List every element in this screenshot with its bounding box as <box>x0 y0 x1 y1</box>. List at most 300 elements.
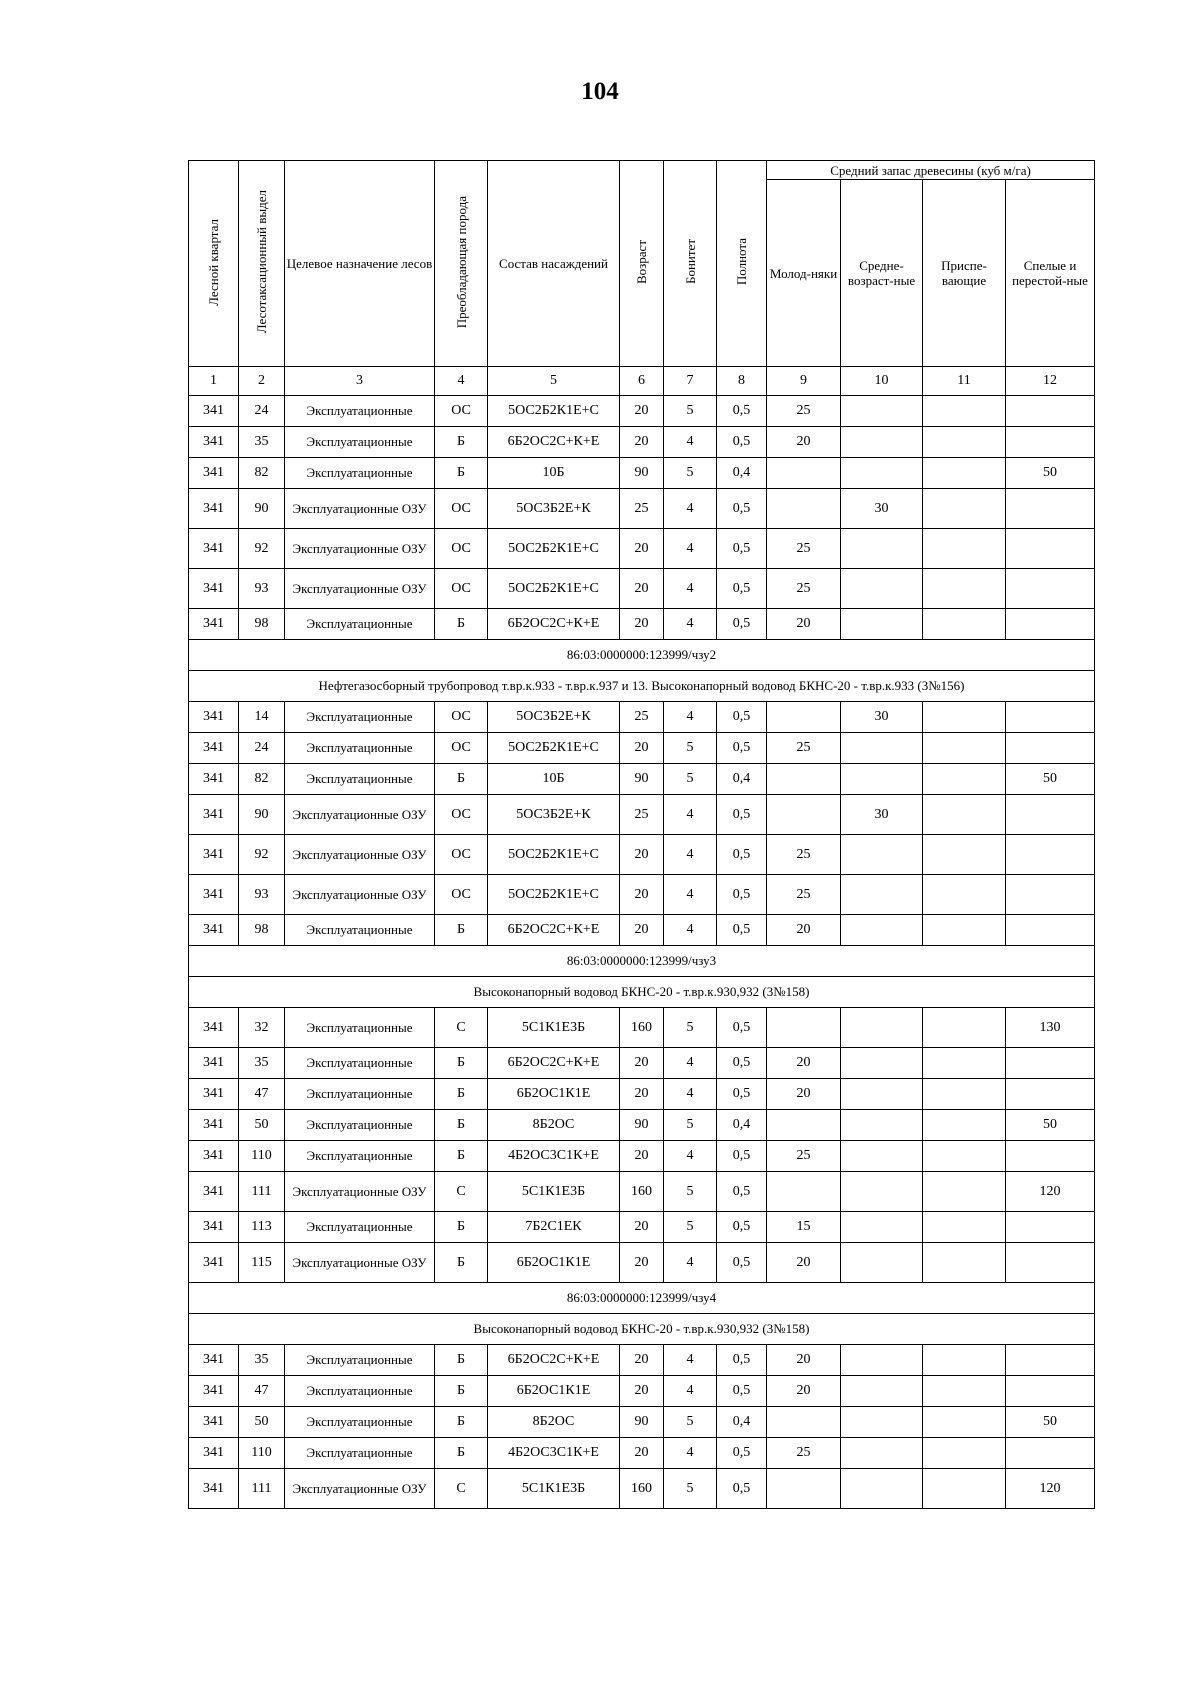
table-cell: 341 <box>189 489 239 529</box>
table-cell: 5ОС3Б2Е+К <box>488 489 620 529</box>
table-cell <box>767 1008 841 1048</box>
table-cell: 341 <box>189 569 239 609</box>
table-cell: 4 <box>664 1345 717 1376</box>
table-cell: 4 <box>664 795 717 835</box>
table-cell: 10Б <box>488 458 620 489</box>
table-cell: Эксплуатационные <box>285 1212 435 1243</box>
table-cell: 341 <box>189 1048 239 1079</box>
table-cell: 20 <box>620 1438 664 1469</box>
table-cell: ОС <box>435 702 488 733</box>
table-row <box>189 1376 1095 1407</box>
table-cell: 50 <box>1006 1110 1095 1141</box>
table-cell: 4 <box>664 835 717 875</box>
table-cell <box>767 1172 841 1212</box>
table-cell <box>841 764 923 795</box>
table-cell: 5 <box>664 733 717 764</box>
section-label: Высоконапорный водовод БКНС-20 - т.вр.к.930,932 (3№158) <box>189 1314 1095 1345</box>
table-cell <box>1006 733 1095 764</box>
table-cell: 110 <box>239 1438 285 1469</box>
table-cell <box>841 1243 923 1283</box>
table-cell <box>1006 489 1095 529</box>
table-cell: 5ОС2Б2К1Е+С <box>488 835 620 875</box>
column-number-row <box>189 367 1095 396</box>
table-cell: 5ОС2Б2К1Е+С <box>488 529 620 569</box>
table-cell: 20 <box>767 1376 841 1407</box>
table-cell <box>923 733 1006 764</box>
column-number: 8 <box>717 367 767 396</box>
table-cell: 341 <box>189 1079 239 1110</box>
table-cell: 20 <box>767 427 841 458</box>
table-row <box>189 795 1095 835</box>
header-bonitet: Бонитет <box>664 161 717 367</box>
table-row <box>189 1243 1095 1283</box>
header-dominant-species: Преобладающая порода <box>435 161 488 367</box>
table-cell: ОС <box>435 835 488 875</box>
table-cell: 5С1К1Е3Б <box>488 1008 620 1048</box>
table-cell: 5 <box>664 764 717 795</box>
table-cell <box>841 1172 923 1212</box>
table-cell: 5ОС2Б2К1Е+С <box>488 569 620 609</box>
table-cell <box>841 529 923 569</box>
table-cell <box>923 764 1006 795</box>
section-label: Высоконапорный водовод БКНС-20 - т.вр.к.930,932 (3№158) <box>189 977 1095 1008</box>
table-cell: 341 <box>189 1407 239 1438</box>
table-row <box>189 1438 1095 1469</box>
table-cell: 5ОС2Б2К1Е+С <box>488 875 620 915</box>
table-cell <box>923 427 1006 458</box>
header-taxation-unit: Лесотаксационный выдел <box>239 161 285 367</box>
table-cell: 341 <box>189 1110 239 1141</box>
table-cell <box>841 458 923 489</box>
table-cell: ОС <box>435 529 488 569</box>
table-cell: 0,5 <box>717 1141 767 1172</box>
table-cell <box>841 609 923 640</box>
table-cell: 160 <box>620 1008 664 1048</box>
table-cell: 0,5 <box>717 529 767 569</box>
table-row <box>189 1407 1095 1438</box>
table-row <box>189 764 1095 795</box>
table-cell: 341 <box>189 702 239 733</box>
table-cell: 5ОС3Б2Е+К <box>488 795 620 835</box>
column-number: 4 <box>435 367 488 396</box>
table-cell: Б <box>435 1212 488 1243</box>
table-row <box>189 733 1095 764</box>
section-row <box>189 977 1095 1008</box>
table-cell: Б <box>435 1110 488 1141</box>
table-cell: 20 <box>620 569 664 609</box>
table-cell: Эксплуатационные <box>285 458 435 489</box>
table-cell <box>923 609 1006 640</box>
table-cell <box>923 1376 1006 1407</box>
table-row <box>189 1172 1095 1212</box>
table-cell: Б <box>435 1438 488 1469</box>
table-cell: Эксплуатационные <box>285 1407 435 1438</box>
table-cell <box>841 835 923 875</box>
table-cell <box>923 1345 1006 1376</box>
table-cell: 10Б <box>488 764 620 795</box>
table-cell: 4 <box>664 1048 717 1079</box>
table-cell: 6Б2ОС1К1Е <box>488 1376 620 1407</box>
table-cell: 20 <box>620 915 664 946</box>
table-cell: 20 <box>767 1048 841 1079</box>
table-cell: 25 <box>767 1141 841 1172</box>
table-cell <box>1006 835 1095 875</box>
table-cell: 0,5 <box>717 1212 767 1243</box>
column-number: 6 <box>620 367 664 396</box>
table-cell: Эксплуатационные <box>285 396 435 427</box>
table-cell: Эксплуатационные <box>285 1376 435 1407</box>
header-forest-quarter: Лесной квартал <box>189 161 239 367</box>
table-cell <box>841 1141 923 1172</box>
table-cell: ОС <box>435 569 488 609</box>
table-cell <box>1006 427 1095 458</box>
table-cell <box>841 733 923 764</box>
table-cell <box>1006 1141 1095 1172</box>
table-cell: Эксплуатационные <box>285 1008 435 1048</box>
table-cell: 341 <box>189 1345 239 1376</box>
table-cell <box>1006 875 1095 915</box>
table-cell <box>841 1438 923 1469</box>
table-cell: 0,4 <box>717 1110 767 1141</box>
table-cell: 30 <box>841 702 923 733</box>
table-cell: 4 <box>664 1141 717 1172</box>
table-cell: 20 <box>620 609 664 640</box>
table-cell: 4 <box>664 489 717 529</box>
table-cell <box>1006 915 1095 946</box>
table-row <box>189 609 1095 640</box>
table-row <box>189 427 1095 458</box>
table-cell: Эксплуатационные <box>285 1345 435 1376</box>
table-cell: 20 <box>767 1345 841 1376</box>
table-cell: 4 <box>664 569 717 609</box>
table-cell: 120 <box>1006 1469 1095 1509</box>
table-row <box>189 1345 1095 1376</box>
table-cell: Б <box>435 764 488 795</box>
table-cell: 0,5 <box>717 1243 767 1283</box>
column-number: 11 <box>923 367 1006 396</box>
table-cell: 47 <box>239 1079 285 1110</box>
table-cell: Эксплуатационные <box>285 1079 435 1110</box>
table-cell: 5 <box>664 1469 717 1509</box>
table-cell: 20 <box>620 875 664 915</box>
table-cell: 4Б2ОС3С1К+Е <box>488 1141 620 1172</box>
table-cell: 0,5 <box>717 1172 767 1212</box>
table-cell: 5ОС2Б2К1Е+С <box>488 733 620 764</box>
table-cell <box>923 1469 1006 1509</box>
table-cell: 5 <box>664 458 717 489</box>
table-cell <box>923 569 1006 609</box>
table-cell: 4 <box>664 1438 717 1469</box>
table-cell <box>923 1438 1006 1469</box>
column-number: 10 <box>841 367 923 396</box>
table-cell <box>923 1141 1006 1172</box>
table-cell: 35 <box>239 1345 285 1376</box>
table-cell: 20 <box>620 1141 664 1172</box>
table-cell: 0,5 <box>717 795 767 835</box>
table-cell <box>1006 396 1095 427</box>
table-cell: 90 <box>620 764 664 795</box>
table-cell: 160 <box>620 1469 664 1509</box>
table-cell: 24 <box>239 733 285 764</box>
table-cell <box>923 1110 1006 1141</box>
table-cell: 25 <box>767 733 841 764</box>
table-cell: 90 <box>239 489 285 529</box>
table-cell: 6Б2ОС2С+К+Е <box>488 1048 620 1079</box>
column-number: 1 <box>189 367 239 396</box>
table-cell: Эксплуатационные <box>285 915 435 946</box>
table-cell: 6Б2ОС1К1Е <box>488 1243 620 1283</box>
table-row <box>189 396 1095 427</box>
table-cell: 5 <box>664 1212 717 1243</box>
header-wood-stock-group: Средний запас древесины (куб м/га) <box>767 161 1095 180</box>
table-cell: 90 <box>620 458 664 489</box>
table-cell: 6Б2ОС2С+К+Е <box>488 609 620 640</box>
table-cell: 25 <box>767 529 841 569</box>
column-number: 12 <box>1006 367 1095 396</box>
table-cell: 0,5 <box>717 915 767 946</box>
table-cell <box>841 569 923 609</box>
table-cell: 4 <box>664 529 717 569</box>
table-row <box>189 1079 1095 1110</box>
table-cell: 47 <box>239 1376 285 1407</box>
table-cell: 341 <box>189 529 239 569</box>
table-cell: 341 <box>189 1008 239 1048</box>
table-cell: 341 <box>189 1172 239 1212</box>
table-cell: 8Б2ОС <box>488 1110 620 1141</box>
table-cell: Б <box>435 1243 488 1283</box>
table-cell: 4 <box>664 915 717 946</box>
table-cell: 5 <box>664 396 717 427</box>
table-cell: 20 <box>620 835 664 875</box>
table-cell: 20 <box>620 427 664 458</box>
table-cell: Эксплуатационные ОЗУ <box>285 795 435 835</box>
table-cell: ОС <box>435 875 488 915</box>
table-cell: Эксплуатационные ОЗУ <box>285 529 435 569</box>
table-cell: 24 <box>239 396 285 427</box>
table-cell: 20 <box>767 609 841 640</box>
table-cell <box>1006 609 1095 640</box>
table-cell <box>841 915 923 946</box>
table-cell: 341 <box>189 1212 239 1243</box>
table-cell: 92 <box>239 529 285 569</box>
section-label: 86:03:0000000:123999/чзу3 <box>189 946 1095 977</box>
table-cell: Эксплуатационные ОЗУ <box>285 569 435 609</box>
header-mature: Спелые и перестой-ные <box>1006 180 1095 367</box>
table-cell: 30 <box>841 795 923 835</box>
table-cell: 0,5 <box>717 1079 767 1110</box>
table-cell: 111 <box>239 1172 285 1212</box>
table-cell: 341 <box>189 396 239 427</box>
table-cell <box>841 1376 923 1407</box>
table-cell: 341 <box>189 1141 239 1172</box>
table-cell: 341 <box>189 427 239 458</box>
table-row <box>189 1048 1095 1079</box>
table-row <box>189 875 1095 915</box>
table-cell: Эксплуатационные ОЗУ <box>285 835 435 875</box>
table-cell: 0,4 <box>717 764 767 795</box>
table-cell: 0,5 <box>717 733 767 764</box>
table-cell <box>1006 1048 1095 1079</box>
table-cell: 4 <box>664 1079 717 1110</box>
table-cell: Эксплуатационные <box>285 1438 435 1469</box>
table-cell <box>923 915 1006 946</box>
table-cell: 0,5 <box>717 489 767 529</box>
table-cell: 25 <box>767 569 841 609</box>
table-cell: 5ОС3Б2Е+К <box>488 702 620 733</box>
table-cell <box>923 1079 1006 1110</box>
table-cell: 92 <box>239 835 285 875</box>
table-cell <box>1006 569 1095 609</box>
table-cell: 115 <box>239 1243 285 1283</box>
table-cell: 0,5 <box>717 1469 767 1509</box>
table-cell <box>1006 1212 1095 1243</box>
table-cell <box>767 1407 841 1438</box>
header-maturing: Приспе-вающие <box>923 180 1006 367</box>
table-cell: Эксплуатационные ОЗУ <box>285 1243 435 1283</box>
column-number: 5 <box>488 367 620 396</box>
table-cell <box>841 1008 923 1048</box>
table-row <box>189 489 1095 529</box>
table-cell: 4 <box>664 1376 717 1407</box>
table-cell: 5 <box>664 1172 717 1212</box>
table-cell <box>923 795 1006 835</box>
table-cell <box>1006 1376 1095 1407</box>
table-cell <box>1006 1438 1095 1469</box>
table-cell <box>923 702 1006 733</box>
table-cell: 25 <box>620 489 664 529</box>
column-number: 3 <box>285 367 435 396</box>
table-cell <box>841 1079 923 1110</box>
table-cell <box>841 1110 923 1141</box>
table-row <box>189 1008 1095 1048</box>
table-cell <box>841 1212 923 1243</box>
table-cell: С <box>435 1008 488 1048</box>
table-cell: 341 <box>189 733 239 764</box>
table-cell <box>923 458 1006 489</box>
section-label: 86:03:0000000:123999/чзу4 <box>189 1283 1095 1314</box>
table-cell: 20 <box>620 1243 664 1283</box>
table-cell <box>923 1172 1006 1212</box>
table-cell <box>767 795 841 835</box>
table-cell: 50 <box>1006 764 1095 795</box>
table-cell: 0,5 <box>717 702 767 733</box>
table-cell: 8Б2ОС <box>488 1407 620 1438</box>
table-cell: Эксплуатационные ОЗУ <box>285 489 435 529</box>
table-cell: Эксплуатационные ОЗУ <box>285 1469 435 1509</box>
header-young: Молод-няки <box>767 180 841 367</box>
table-cell <box>923 396 1006 427</box>
table-cell: 0,5 <box>717 1376 767 1407</box>
table-cell <box>841 1345 923 1376</box>
column-number: 2 <box>239 367 285 396</box>
table-cell <box>767 489 841 529</box>
table-cell: 50 <box>239 1407 285 1438</box>
table-cell: 0,5 <box>717 427 767 458</box>
table-cell <box>841 396 923 427</box>
table-cell: С <box>435 1469 488 1509</box>
table-cell: 20 <box>620 733 664 764</box>
table-cell <box>767 764 841 795</box>
table-cell: 341 <box>189 458 239 489</box>
table-cell: 5ОС2Б2К1Е+С <box>488 396 620 427</box>
table-cell: 25 <box>767 875 841 915</box>
table-cell: 20 <box>620 396 664 427</box>
table-cell: 0,5 <box>717 875 767 915</box>
table-cell: 0,5 <box>717 1048 767 1079</box>
column-number: 9 <box>767 367 841 396</box>
table-cell <box>923 529 1006 569</box>
table-cell: 341 <box>189 1469 239 1509</box>
table-cell <box>923 1212 1006 1243</box>
table-cell: 341 <box>189 609 239 640</box>
section-row <box>189 671 1095 702</box>
table-cell: 20 <box>620 529 664 569</box>
table-cell <box>841 1048 923 1079</box>
table-cell: 90 <box>620 1110 664 1141</box>
table-cell: 5С1К1Е3Б <box>488 1469 620 1509</box>
section-label: 86:03:0000000:123999/чзу2 <box>189 640 1095 671</box>
table-cell: Эксплуатационные <box>285 1141 435 1172</box>
table-cell: 5 <box>664 1407 717 1438</box>
table-cell: 341 <box>189 795 239 835</box>
table-cell: 341 <box>189 915 239 946</box>
table-cell: Эксплуатационные ОЗУ <box>285 1172 435 1212</box>
table-cell: 341 <box>189 1438 239 1469</box>
table-cell: 113 <box>239 1212 285 1243</box>
table-cell <box>923 489 1006 529</box>
table-cell: 4 <box>664 702 717 733</box>
table-cell: 4 <box>664 427 717 458</box>
table-cell: 90 <box>239 795 285 835</box>
table-row <box>189 1110 1095 1141</box>
table-cell: 0,5 <box>717 1008 767 1048</box>
table-row <box>189 529 1095 569</box>
table-cell: 35 <box>239 1048 285 1079</box>
forest-inventory-table <box>188 160 1095 1509</box>
header-purpose: Целевое назначение лесов <box>285 161 435 367</box>
table-cell: 20 <box>620 1376 664 1407</box>
table-cell: 6Б2ОС2С+К+Е <box>488 1345 620 1376</box>
page-number: 104 <box>581 78 619 105</box>
table-cell: Б <box>435 1407 488 1438</box>
table-cell: Б <box>435 609 488 640</box>
table-cell: Б <box>435 1345 488 1376</box>
table-row <box>189 458 1095 489</box>
table-cell: 20 <box>620 1212 664 1243</box>
table-cell: С <box>435 1172 488 1212</box>
table-cell <box>841 1407 923 1438</box>
table-cell: Б <box>435 1376 488 1407</box>
table-cell: 120 <box>1006 1172 1095 1212</box>
table-cell: 341 <box>189 1243 239 1283</box>
table-cell <box>923 875 1006 915</box>
table-row <box>189 1141 1095 1172</box>
table-cell: Б <box>435 1141 488 1172</box>
table-cell <box>767 458 841 489</box>
table-row <box>189 569 1095 609</box>
table-cell: 98 <box>239 915 285 946</box>
table-cell: 98 <box>239 609 285 640</box>
table-cell: 25 <box>767 835 841 875</box>
table-cell <box>1006 795 1095 835</box>
table-cell <box>923 1243 1006 1283</box>
table-cell: 0,5 <box>717 569 767 609</box>
header-middle-aged: Средне-возраст-ные <box>841 180 923 367</box>
table-cell: 341 <box>189 875 239 915</box>
table-cell: Эксплуатационные ОЗУ <box>285 875 435 915</box>
table-cell: Эксплуатационные <box>285 1110 435 1141</box>
table-cell <box>841 1469 923 1509</box>
